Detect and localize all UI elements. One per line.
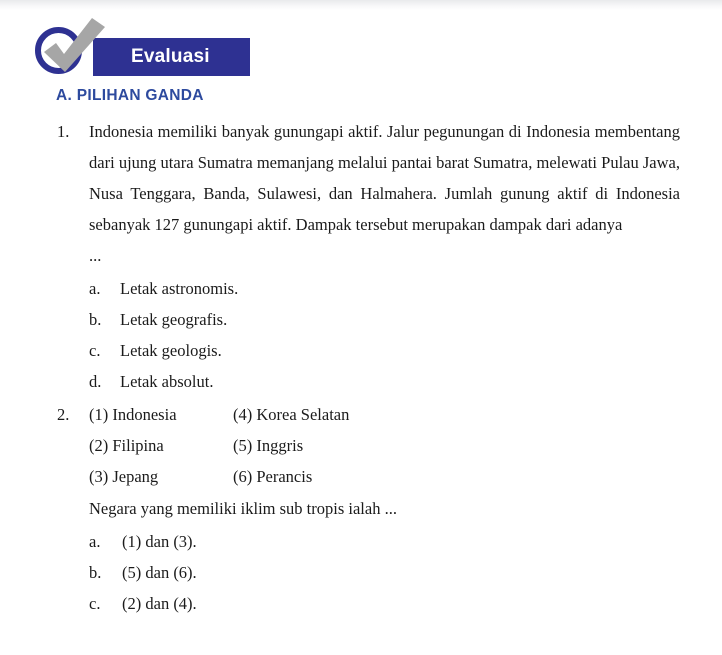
question-stem: Indonesia memiliki banyak gunungapi aktif. Jalur pegunungan di Indonesia membentang dari ujung utara Sumatra memanjang melalui pantai barat Sumatra, melewati Pulau Jawa, Nusa Tenggara, Banda, Sulawesi, dan Halmahera. Jumlah gunung aktif di Indonesia sebanyak 127 gunungapi aktif. Dampak tersebut merupakan dampak dari adanya bbox=[89, 122, 680, 234]
option-text: Letak astronomis. bbox=[120, 279, 239, 298]
option-letter: c. bbox=[89, 341, 101, 360]
option-text: (1) dan (3). bbox=[122, 532, 197, 551]
option-item-c[interactable] bbox=[89, 588, 680, 619]
option-text: Letak geografis. bbox=[120, 310, 228, 329]
option-letter: d. bbox=[89, 372, 102, 391]
option-item-c[interactable] bbox=[89, 335, 680, 366]
option-text: (5) dan (6). bbox=[122, 563, 197, 582]
question-number: 1. bbox=[57, 122, 70, 141]
country-item: (5) Inggris bbox=[233, 436, 304, 455]
option-letter: b. bbox=[89, 310, 102, 329]
option-list bbox=[89, 526, 680, 619]
question-number: 2. bbox=[57, 405, 70, 424]
country-item: (3) Jepang bbox=[89, 467, 159, 486]
question-item bbox=[0, 116, 722, 397]
question-prompt: Negara yang memiliki iklim sub tropis ialah ... bbox=[89, 499, 397, 518]
option-item-b[interactable] bbox=[89, 557, 680, 588]
country-item: (4) Korea Selatan bbox=[233, 405, 350, 424]
option-item-d[interactable] bbox=[89, 366, 680, 397]
section-heading: A. PILIHAN GANDA bbox=[56, 87, 204, 104]
question-item bbox=[0, 399, 722, 619]
country-option-grid bbox=[89, 399, 680, 492]
option-letter: b. bbox=[89, 563, 102, 582]
country-item: (1) Indonesia bbox=[89, 405, 177, 424]
option-item-b[interactable] bbox=[89, 304, 680, 335]
country-item: (2) Filipina bbox=[89, 436, 164, 455]
page-top-shade bbox=[0, 0, 722, 10]
badge-label: Evaluasi bbox=[131, 46, 210, 67]
option-letter: a. bbox=[89, 279, 101, 298]
check-mark-icon bbox=[30, 12, 120, 82]
option-text: Letak geologis. bbox=[120, 341, 222, 360]
option-list bbox=[89, 273, 680, 397]
option-letter: a. bbox=[89, 532, 101, 551]
country-item: (6) Perancis bbox=[233, 467, 313, 486]
option-letter: c. bbox=[89, 594, 101, 613]
question-body bbox=[89, 399, 680, 619]
evaluation-badge bbox=[30, 12, 290, 80]
option-text: Letak absolut. bbox=[120, 372, 214, 391]
option-item-a[interactable] bbox=[89, 526, 680, 557]
question-list bbox=[0, 116, 722, 621]
question-ellipsis: ... bbox=[89, 246, 102, 265]
option-text: (2) dan (4). bbox=[122, 594, 197, 613]
option-item-a[interactable] bbox=[89, 273, 680, 304]
question-body bbox=[89, 116, 680, 397]
